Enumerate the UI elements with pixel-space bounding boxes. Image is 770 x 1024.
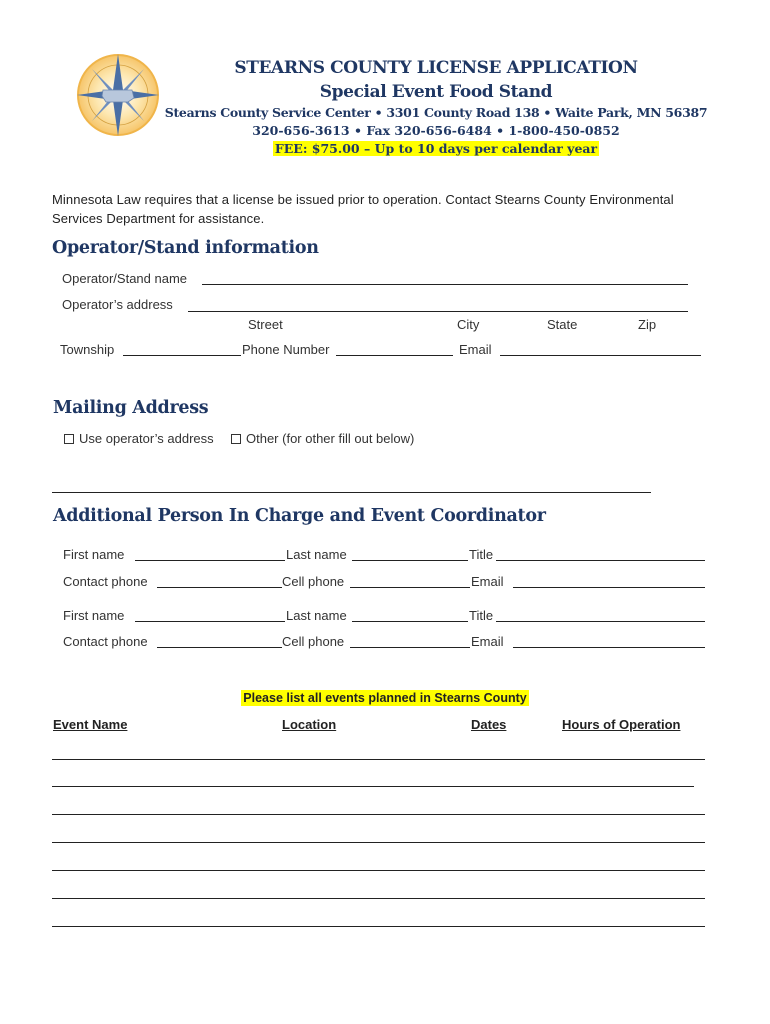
checkbox-use-operator-address[interactable] [64,434,74,444]
form-subtitle: Special Event Food Stand [319,82,553,102]
event-row-line[interactable] [52,898,705,899]
contact-phone-label-2: Contact phone [63,634,148,649]
cell-phone-label-2: Cell phone [282,634,345,649]
title-field-1[interactable] [496,560,705,561]
township-label: Township [60,342,115,357]
email-field[interactable] [500,355,701,356]
city-caption: City [457,317,480,332]
operator-address-label: Operator’s address [62,297,173,312]
operator-name-label: Operator/Stand name [62,271,188,286]
title-field-2[interactable] [496,621,705,622]
operator-address-field[interactable] [188,311,688,312]
service-center-address: Stearns County Service Center • 3301 County Road 138 • Waite Park, MN 56387 [164,105,708,120]
event-row-line[interactable] [52,842,705,843]
state-caption: State [547,317,578,332]
coordinator-email-label-1: Email [471,574,504,589]
other-address-label: Other (for other fill out below) [246,431,415,446]
contact-phone-label-1: Contact phone [63,574,148,589]
phone-numbers: 320-656-3613 • Fax 320-656-6484 • 1-800-450-0852 [252,123,620,138]
first-name-label-1: First name [63,547,125,562]
fee-highlight: FEE: $75.00 – Up to 10 days per calendar year [274,141,598,156]
event-row-line[interactable] [52,759,705,760]
township-field[interactable] [123,355,241,356]
cell-phone-field-1[interactable] [350,587,470,588]
column-event-name: Event Name [53,717,128,732]
contact-phone-field-1[interactable] [157,587,282,588]
phone-number-field[interactable] [336,355,453,356]
phone-number-label: Phone Number [242,342,330,357]
cell-phone-field-2[interactable] [350,647,470,648]
coordinator-email-label-2: Email [471,634,504,649]
last-name-label-1: Last name [286,547,347,562]
section-heading-mailing: Mailing Address [53,398,209,418]
title-label-2: Title [469,608,494,623]
event-row-line[interactable] [52,786,694,787]
title-label-1: Title [469,547,494,562]
event-row-line[interactable] [52,814,705,815]
form-title: STEARNS COUNTY LICENSE APPLICATION [234,58,638,78]
checkbox-other-address[interactable] [231,434,241,444]
events-instruction-highlight: Please list all events planned in Stearns County [243,691,527,705]
other-address-option[interactable] [231,431,414,446]
zip-caption: Zip [638,317,657,332]
cell-phone-label-1: Cell phone [282,574,345,589]
section-heading-operator: Operator/Stand information [52,238,319,258]
email-label: Email [459,342,492,357]
contact-phone-field-2[interactable] [157,647,282,648]
last-name-field-1[interactable] [352,560,468,561]
event-row-line[interactable] [52,926,705,927]
last-name-field-2[interactable] [352,621,468,622]
column-dates: Dates [471,717,507,732]
use-operator-address-label: Use operator’s address [79,431,214,446]
street-caption: Street [248,317,283,332]
first-name-label-2: First name [63,608,125,623]
section-heading-coordinator: Additional Person In Charge and Event Coordinator [53,506,546,526]
coordinator-email-field-1[interactable] [513,587,705,588]
use-operator-address-option[interactable] [64,431,214,446]
mailing-address-field[interactable] [52,492,651,493]
fee-line [0,141,770,156]
column-hours: Hours of Operation [562,717,681,732]
coordinator-email-field-2[interactable] [513,647,705,648]
event-row-line[interactable] [52,870,705,871]
last-name-label-2: Last name [286,608,347,623]
intro-paragraph: Minnesota Law requires that a license be issued prior to operation. Contact Stearns County Environmental Services Department for assistance. [52,192,674,226]
first-name-field-1[interactable] [135,560,285,561]
events-instruction [0,689,770,707]
first-name-field-2[interactable] [135,621,285,622]
operator-name-field[interactable] [202,284,688,285]
column-location: Location [282,717,337,732]
